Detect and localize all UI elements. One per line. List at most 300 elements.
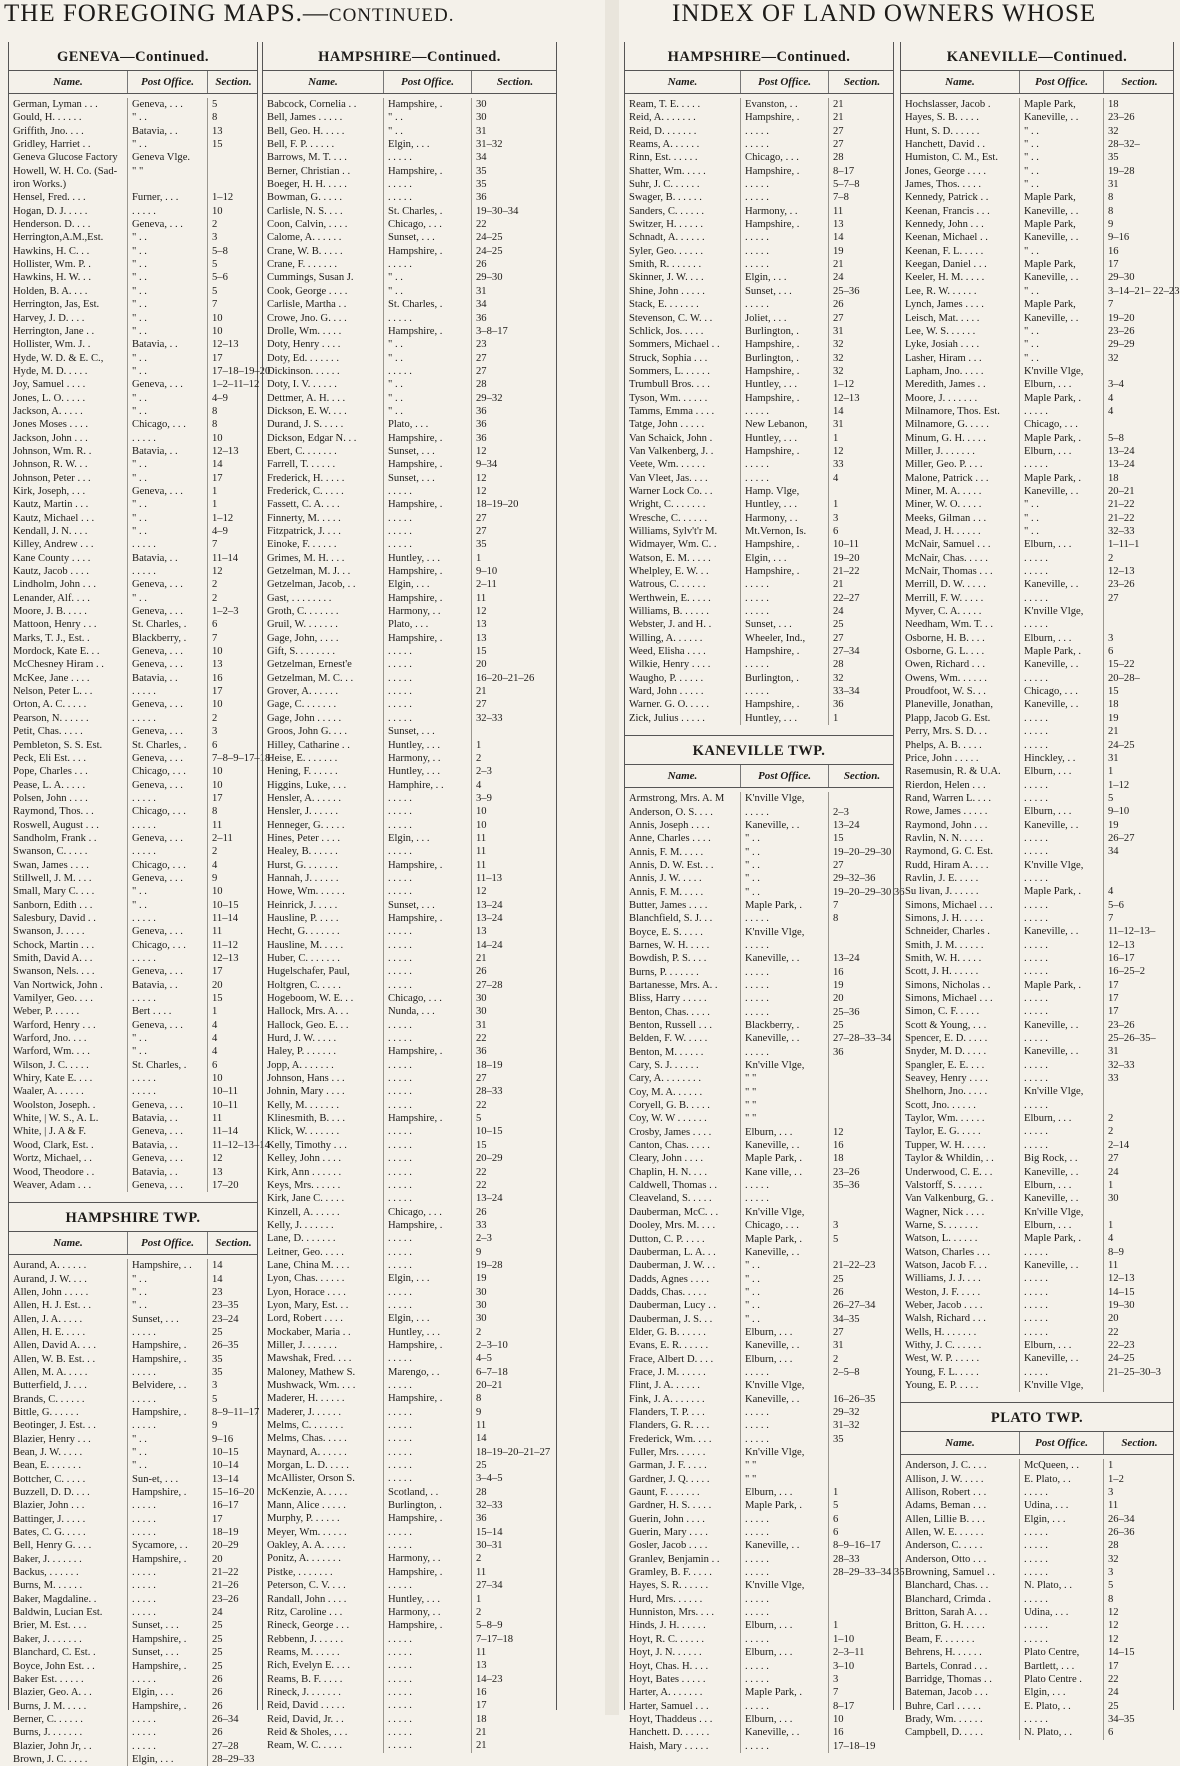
owner-row	[901, 1219, 1173, 1232]
post-office: " . .	[740, 846, 828, 859]
owner-row	[901, 1473, 1173, 1486]
owner-name: Cleary, John . . . .	[629, 1153, 704, 1165]
owner-name: iron Works.)	[13, 179, 67, 191]
section-number: 25–26–35–	[1103, 1032, 1175, 1045]
section-number: 34–35	[828, 1313, 895, 1326]
post-office: " . .	[127, 1459, 207, 1472]
owner-row	[901, 1593, 1173, 1606]
section-number: 7	[828, 1686, 895, 1699]
owner-name: Owen, Richard . . .	[905, 659, 986, 671]
owner-row	[901, 125, 1173, 138]
owner-name: Jackson, John . . .	[13, 432, 88, 444]
post-office: . . . . .	[383, 1659, 471, 1672]
post-office: . . . . .	[1019, 552, 1103, 565]
post-office: . . . . .	[127, 1566, 207, 1579]
owner-name: Allen, M. A. . . . .	[13, 1366, 88, 1378]
post-office: . . . . .	[740, 1700, 828, 1713]
section-number: 5	[207, 1393, 259, 1406]
owner-row	[901, 832, 1173, 845]
section-number: 7	[1103, 298, 1175, 311]
section-number: 9	[471, 1246, 558, 1259]
post-office: Geneva, . . .	[127, 658, 207, 671]
owner-row	[263, 378, 556, 391]
section-number	[1103, 365, 1175, 378]
owner-name: James, Thos. . . . .	[905, 179, 982, 191]
owner-name: Hinds, J. H. . . . . .	[629, 1620, 706, 1632]
owner-row	[9, 298, 257, 311]
owner-row	[9, 578, 257, 591]
owner-name: Bliss, Harry . . . . .	[629, 993, 707, 1005]
post-office: . . . . .	[740, 1566, 828, 1579]
owner-row	[901, 1072, 1173, 1085]
post-office: Elburn, . . .	[740, 1486, 828, 1499]
name-header: Name.	[308, 76, 338, 88]
section-number: 14–23	[471, 1673, 558, 1686]
section-number: 22	[471, 1179, 558, 1192]
section-number: 6	[828, 525, 895, 538]
owner-name: Hilley, Catharine . .	[267, 739, 350, 751]
owner-row	[263, 1139, 556, 1152]
owner-row	[263, 1606, 556, 1619]
owner-row	[901, 1660, 1173, 1673]
owner-row	[901, 1619, 1173, 1632]
owner-name: Hogeboom, W. E. . .	[267, 993, 354, 1005]
section-number: 25	[207, 1326, 259, 1339]
post-office: . . . . .	[127, 1593, 207, 1606]
post-office: . . . . .	[740, 472, 828, 485]
post-office: Huntley, . . .	[740, 378, 828, 391]
section-number: 8–17	[828, 1700, 895, 1713]
section-number: 26–34	[207, 1713, 259, 1726]
post-office: Kaneville, . .	[1019, 205, 1103, 218]
owner-row	[9, 899, 257, 912]
section-number: 13–24	[471, 899, 558, 912]
section-number: 22	[1103, 1673, 1175, 1686]
owner-name: Johnin, Mary . . . .	[267, 1086, 345, 1098]
owner-row	[901, 739, 1173, 752]
section-number: 13–24	[1103, 445, 1175, 458]
section-number: 7	[207, 298, 259, 311]
owner-name: Lee, R. W. . . . . .	[905, 285, 977, 297]
post-office: . . . . .	[383, 1166, 471, 1179]
owner-row	[263, 165, 556, 178]
section-number: 10	[207, 205, 259, 218]
section-number: 8	[1103, 205, 1175, 218]
section-number: 23–26	[1103, 325, 1175, 338]
owner-row	[9, 312, 257, 325]
section-number: 15–22	[1103, 658, 1175, 671]
post-office: " . .	[1019, 325, 1103, 338]
owner-name: Battinger, J. . . . .	[13, 1513, 86, 1525]
owner-row	[9, 231, 257, 244]
section-number: 33	[828, 458, 895, 471]
owner-name: Hyde, W. D. & E. C.,	[13, 352, 104, 364]
section-number: 14–15	[1103, 1286, 1175, 1299]
section-number: 1–10	[828, 1633, 895, 1646]
owner-name: Haley, P. . . . . . .	[267, 1046, 337, 1058]
section-title: KANEVILLE—Continued.	[946, 49, 1128, 65]
name-header: Name.	[667, 76, 698, 88]
post-office: . . . . .	[740, 1366, 828, 1379]
owner-row	[9, 712, 257, 725]
post-office: Kaneville, . .	[740, 819, 828, 832]
owner-name: Watson, Charles . . .	[905, 1246, 991, 1258]
owner-name: Hochslasser, Jacob .	[905, 99, 991, 110]
owner-name: Hayes, S. B. . . . .	[905, 112, 979, 124]
owner-row	[263, 779, 556, 792]
owner-name: Bottcher, C. . . . .	[13, 1473, 86, 1485]
owner-row	[625, 859, 893, 872]
post-office: . . . . .	[1019, 965, 1103, 978]
section-number: 18	[1103, 98, 1175, 111]
section-number: 6	[207, 1059, 259, 1072]
header-small-text: CONTINUED.	[328, 5, 455, 26]
post-office: Geneva, . . .	[127, 872, 207, 885]
owner-name: Wagner, Nick . . . .	[905, 1206, 985, 1218]
post-office: Kaneville, . .	[1019, 1166, 1103, 1179]
section-number: 27	[1103, 1152, 1175, 1165]
section-number: 21–22–23	[828, 1259, 895, 1272]
section-number: 18	[1103, 472, 1175, 485]
section-number: 26	[207, 1686, 259, 1699]
post-office: Kaneville, . .	[740, 1539, 828, 1552]
post-office: " . .	[127, 285, 207, 298]
section-number: 32–33	[471, 1499, 558, 1512]
owner-name: Mattoon, Henry . . .	[13, 619, 97, 631]
owner-row	[901, 1646, 1173, 1659]
post-office: . . . . .	[383, 1085, 471, 1098]
owner-name: Flanders, G. R. . . .	[629, 1420, 710, 1432]
owner-name: Burns, M. . . . . .	[13, 1580, 83, 1592]
owner-name: Dickinson. . . . . .	[267, 365, 340, 377]
owner-row	[901, 1125, 1173, 1138]
section-number: 11	[207, 1112, 259, 1125]
post-office: . . . . .	[1019, 672, 1103, 685]
owner-row	[901, 218, 1173, 231]
owner-name: Widmayer, Wm. C. .	[629, 539, 717, 551]
section-number: 4	[207, 1032, 259, 1045]
owner-name: Seavey, Henry . . . .	[905, 1073, 988, 1085]
owner-name: Van Valkenburg, G. .	[905, 1193, 994, 1205]
post-office: " . .	[127, 592, 207, 605]
section-number: 13	[471, 925, 558, 938]
owner-name: Gardner, J. Q. . . . .	[629, 1473, 710, 1485]
owner-name: Adams, Beman . . .	[905, 1500, 987, 1512]
owner-name: Warne, S. . . . . . .	[905, 1219, 978, 1231]
owner-row	[625, 1526, 893, 1539]
post-office: Elburn, . . .	[1019, 1219, 1103, 1232]
owner-name: Humiston, C. M., Est.	[905, 152, 999, 164]
owner-name: Farrell, T. . . . . .	[267, 459, 336, 471]
owner-row	[901, 1166, 1173, 1179]
owner-name: Jones Moses . . . .	[13, 419, 89, 431]
owner-row	[9, 245, 257, 258]
section-number: 30	[1103, 1192, 1175, 1205]
section-title: HAMPSHIRE—Continued.	[318, 49, 501, 65]
owner-row	[901, 1513, 1173, 1526]
section-number: 27	[471, 512, 558, 525]
owner-row	[625, 926, 893, 939]
section-number: 19–30	[1103, 1299, 1175, 1312]
owner-name: Miller, Geo. P. . . .	[905, 459, 983, 471]
post-office: Geneva, . . .	[127, 1179, 207, 1192]
owner-row	[625, 1473, 893, 1486]
owner-row	[263, 1726, 556, 1739]
owner-name: Lyon, Chas. . . . . .	[267, 1273, 345, 1285]
section-number: 2–3–10	[471, 1339, 558, 1352]
section-number: 26–27–34	[828, 1299, 895, 1312]
post-office: . . . . .	[1019, 405, 1103, 418]
owner-name: Henderson. D. . . .	[13, 219, 91, 231]
post-office: " . .	[127, 512, 207, 525]
post-office: Batavia, . .	[127, 445, 207, 458]
section-number: 36	[471, 405, 558, 418]
owner-name: Kendall, J. N. . . .	[13, 526, 88, 537]
post-office: Hampshire, .	[127, 1339, 207, 1352]
owner-name: Gage, John . . . . .	[267, 712, 342, 724]
owner-name: Salesbury, David . .	[13, 912, 96, 924]
section-number: 36	[828, 1046, 895, 1059]
owner-name: Smith, J. M. . . . . .	[905, 939, 984, 951]
section-number	[1103, 1206, 1175, 1219]
section-number: 1–12	[1103, 779, 1175, 792]
section-number: 3	[1103, 1486, 1175, 1499]
owner-name: Withy, J. C. . . . . .	[905, 1339, 982, 1351]
section-number: 2–11	[207, 832, 259, 845]
section-number: 17	[207, 685, 259, 698]
section-number: 3	[828, 1219, 895, 1232]
post-office: Hampshire, .	[740, 165, 828, 178]
owner-name: Keenan, F. L. . . . .	[905, 245, 984, 257]
section-number: 14	[828, 405, 895, 418]
section-number: 2	[1103, 552, 1175, 565]
owner-name: Merrill, D. W. . . . .	[905, 579, 986, 591]
owner-name: Hanchett. D. . . . . .	[629, 1727, 710, 1739]
owner-row	[901, 819, 1173, 832]
owner-row	[625, 1206, 893, 1219]
owner-row	[901, 138, 1173, 151]
owner-name: Berner, Christian . .	[267, 165, 351, 177]
section-number: 24–25	[1103, 739, 1175, 752]
section-number: 14	[207, 458, 259, 471]
owner-name: Harter, A. . . . . . .	[629, 1687, 703, 1699]
owner-row	[625, 1246, 893, 1259]
owner-name: Beam, F. . . . . . .	[905, 1633, 975, 1645]
owner-row	[901, 512, 1173, 525]
owner-name: Heise, E. . . . . . .	[267, 752, 338, 764]
owner-row	[901, 1272, 1173, 1285]
owner-row	[9, 658, 257, 671]
post-office: Maple Park, .	[740, 1233, 828, 1246]
owner-name: Watson, Jacob F. . .	[905, 1259, 987, 1271]
section-number: 17–18–19	[828, 1740, 895, 1753]
owner-row	[625, 1726, 893, 1739]
owner-row	[901, 1299, 1173, 1312]
owner-name: Frace, J. M. . . . . .	[629, 1366, 706, 1378]
header-main-text: THE FOREGOING MAPS.—	[4, 0, 329, 27]
owner-name: Schneider, Charles .	[905, 926, 990, 938]
post-office: Geneva, . . .	[127, 1019, 207, 1032]
section-number: 21	[828, 258, 895, 271]
post-office: Harmony, . .	[383, 605, 471, 618]
owner-row	[9, 592, 257, 605]
owner-name: Rineck, George . . .	[267, 1620, 350, 1632]
owner-row	[9, 218, 257, 231]
owner-row	[9, 1313, 257, 1326]
post-office: . . . . .	[383, 1179, 471, 1192]
section-number: 32–33	[1103, 1059, 1175, 1072]
owner-row	[263, 218, 556, 231]
owner-row	[9, 685, 257, 698]
owner-row	[901, 1192, 1173, 1205]
section-number: 26	[471, 1206, 558, 1219]
owner-name: Berner, C. . . . . .	[13, 1713, 83, 1725]
owner-row	[625, 1459, 893, 1472]
post-office: Joliet, . . .	[740, 312, 828, 325]
owner-name: Hurst, G. . . . . . .	[267, 859, 338, 871]
owner-name: Backus, . . . . . .	[13, 1567, 79, 1579]
owner-name: Warford, Henry . . .	[13, 1019, 96, 1031]
section-number: 19	[1103, 712, 1175, 725]
owner-name: Haish, Mary . . . . .	[629, 1740, 709, 1752]
owner-row	[263, 1366, 556, 1379]
owner-name: Benton, Russell . . .	[629, 1020, 712, 1031]
post-office: . . . . .	[1019, 1272, 1103, 1285]
section-number: 10	[207, 325, 259, 338]
owner-row	[901, 352, 1173, 365]
owner-row	[9, 672, 257, 685]
section-number: 2–3–11	[828, 1646, 895, 1659]
owner-row	[263, 605, 556, 618]
owner-row	[901, 458, 1173, 471]
section-number: 2	[207, 218, 259, 231]
section-number: 15	[207, 992, 259, 1005]
post-office: . . . . .	[127, 792, 207, 805]
owner-row	[9, 1619, 257, 1632]
owner-row	[625, 1126, 893, 1139]
post-office: Elburn, . . .	[740, 1126, 828, 1139]
section-number: 11	[1103, 1259, 1175, 1272]
post-office: Hampshire, .	[127, 1486, 207, 1499]
post-office: . . . . .	[383, 965, 471, 978]
post-office: Kaneville, . .	[740, 1726, 828, 1739]
owner-name: Crane, W. B. . . . .	[267, 245, 343, 257]
section-number: 6–7–18	[471, 1366, 558, 1379]
post-office: . . . . .	[740, 245, 828, 258]
section-number: 23–26	[1103, 111, 1175, 124]
post-office: . . . . .	[383, 512, 471, 525]
owner-row	[9, 205, 257, 218]
section-number: 20	[828, 992, 895, 1005]
owner-name: Mann, Alice . . . . .	[267, 1500, 346, 1512]
owner-row	[901, 378, 1173, 391]
owner-row	[263, 1593, 556, 1606]
section-number: 35–36	[828, 1179, 895, 1192]
owner-name: Annis, F. M. . . . .	[629, 886, 704, 898]
owner-row	[263, 1059, 556, 1072]
post-office: " . .	[127, 365, 207, 378]
section-number: 12–13	[207, 338, 259, 351]
post-office: K'nville Vlge,	[740, 792, 828, 805]
owner-row	[9, 1593, 257, 1606]
owner-row	[901, 565, 1173, 578]
section-number: 6	[207, 739, 259, 752]
owner-name: Evans, E. R. . . . . .	[629, 1340, 709, 1352]
section-number	[828, 1206, 895, 1219]
post-office: N. Plato, . .	[1019, 1726, 1103, 1739]
owner-name: Gift, S. . . . . . . .	[267, 646, 335, 658]
section-number: 17	[1103, 979, 1175, 992]
owner-row	[263, 1299, 556, 1312]
post-office: . . . . .	[383, 1472, 471, 1485]
post-office: Hampshire, .	[383, 432, 471, 445]
owner-row	[263, 1633, 556, 1646]
owner-name: Coon, Calvin, . . . .	[267, 219, 348, 231]
owner-name: Hoyt, Thaddeus . . .	[629, 1713, 713, 1725]
post-office: . . . . .	[1019, 1326, 1103, 1339]
section-number: 28–29–33–34 35	[828, 1566, 895, 1579]
post-office: Blackberry, .	[127, 632, 207, 645]
owner-name: Campbell, D. . . . .	[905, 1727, 983, 1739]
owner-row	[625, 312, 893, 325]
section-number: 28	[1103, 1539, 1175, 1552]
post-office: Sunset, . . .	[383, 899, 471, 912]
section-number: 11	[471, 592, 558, 605]
owner-row	[9, 1459, 257, 1472]
section-number: 35	[207, 1366, 259, 1379]
owner-row	[9, 859, 257, 872]
owner-name: Ravlin, N. N. . . . .	[905, 832, 983, 844]
post-office: Kn'ville Vlge,	[1019, 1206, 1103, 1219]
owner-name: Wells, H. . . . . . .	[905, 1326, 977, 1338]
post-office: Wheeler, Ind.,	[740, 632, 828, 645]
owner-name: Mordock, Kate E. . .	[13, 646, 100, 658]
owner-row	[625, 445, 893, 458]
section-number: 29–32	[471, 392, 558, 405]
post-office: Hampshire, .	[740, 565, 828, 578]
section-number: 5–8	[1103, 432, 1175, 445]
section-number: 14	[471, 1432, 558, 1445]
owner-name: Allen, W. B. Est. . .	[13, 1353, 96, 1365]
post-office: . . . . .	[740, 178, 828, 191]
owner-row	[263, 485, 556, 498]
owner-name: Baker Est. . . . . .	[13, 1673, 84, 1685]
owner-row	[901, 992, 1173, 1005]
owner-row	[9, 1393, 257, 1406]
section-number: 8	[207, 418, 259, 431]
post-office: . . . . .	[383, 1432, 471, 1445]
owner-row	[625, 365, 893, 378]
post-office: . . . . .	[383, 1379, 471, 1392]
post-office: . . . . .	[383, 1713, 471, 1726]
post-office: Huntley, . . .	[383, 1593, 471, 1606]
post-office: " . .	[383, 125, 471, 138]
owner-row	[625, 1152, 893, 1165]
post-office: " . .	[127, 1045, 207, 1058]
owner-row	[9, 1433, 257, 1446]
post-office: Chicago, . . .	[127, 805, 207, 818]
owner-name: Doty, Ed. . . . . . .	[267, 352, 339, 364]
section-number: 11–14	[207, 1125, 259, 1138]
section-number: 23	[207, 1286, 259, 1299]
owner-name: Wright, C. . . . . . .	[629, 499, 706, 511]
post-office: Geneva, . . .	[127, 725, 207, 738]
owner-row	[263, 1085, 556, 1098]
owner-row	[263, 752, 556, 765]
owner-row	[263, 1499, 556, 1512]
section-number: 25	[207, 1633, 259, 1646]
section-number	[828, 1606, 895, 1619]
